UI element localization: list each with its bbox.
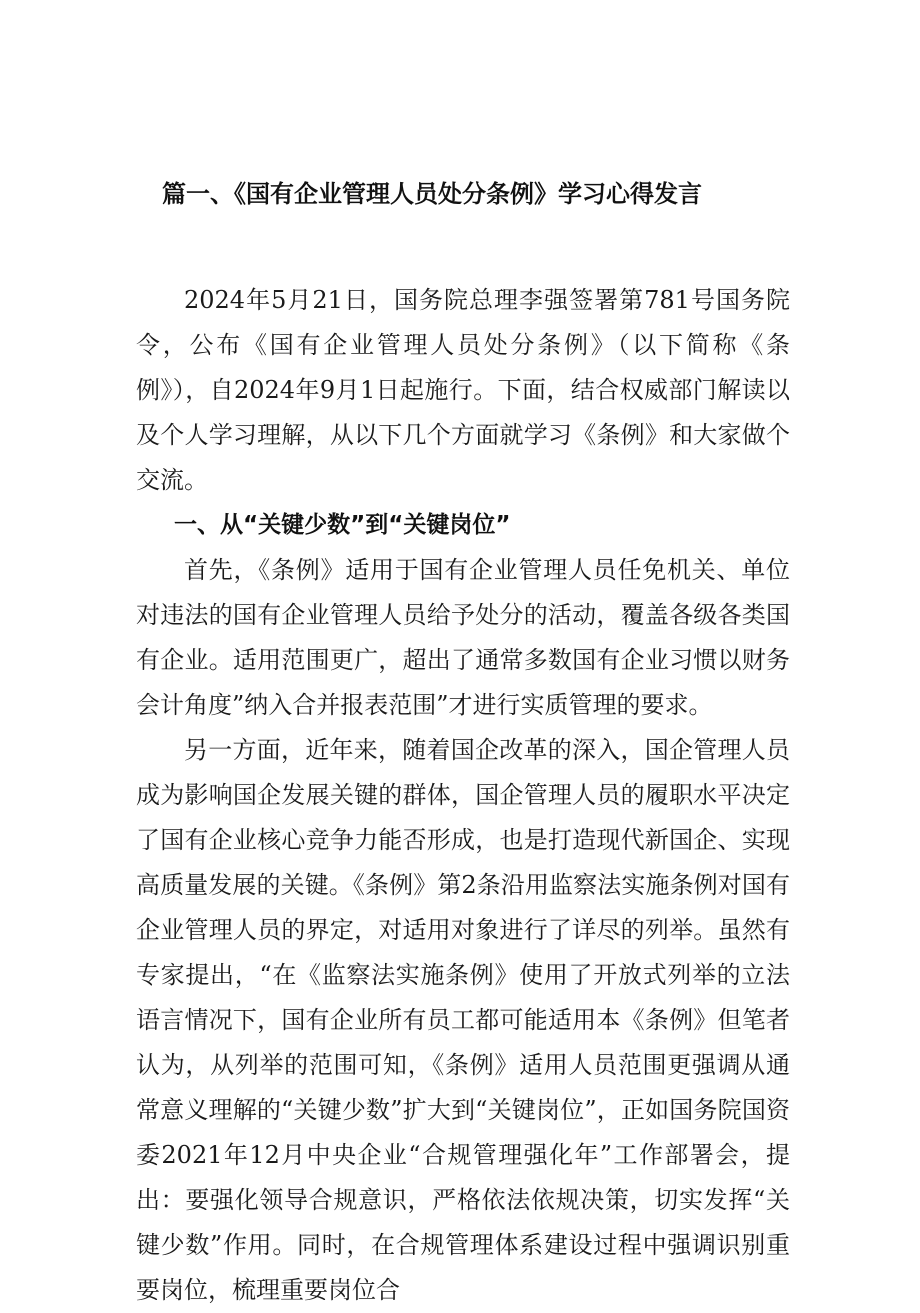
intro-paragraph: 2024年5月21日，国务院总理李强签署第781号国务院令，公布《国有企业管理人员处分条例》（以下简称《条例》），自2024年9月1日起施行。下面，结合权威部门解读以及个人学习理解，从以下几个方面就学习《条例》和大家做个交流。 [136,286,790,494]
section-paragraph: 首先，《条例》适用于国有企业管理人员任免机关、单位对违法的国有企业管理人员给予处分的活动，覆盖各级各类国有企业。适用范围更广，超出了通常多数国有企业习惯以财务会计角度”纳入合并报表范围”才进行实质管理的要求。 [136,556,790,719]
document-title: 篇一、《国有企业管理人员处分条例》学习心得发言 [162,180,702,208]
section-paragraph: 另一方面，近年来，随着国企改革的深入，国企管理人员成为影响国企发展关键的群体，国企管理人员的履职水平决定了国有企业核心竞争力能否形成，也是打造现代新国企、实现高质量发展的关键。《条例》第2条沿用监察法实施条例对国有企业管理人员的界定，对适用对象进行了详尽的列举。虽然有专家提出，“在《监察法实施条例》使用了开放式列举的立法语言情况下，国有企业所有员工都可能适用本《条例》但笔者认为，从列举的范围可知，《条例》适用人员范围更强调从通常意义理解的“关键少数”扩大到“关键岗位”，正如国务院国资委2021年12月中央企业“合规管理强化年”工作部署会，提出：要强化领导合规意识，严格依法依规决策，切实发挥“关键少数”作用。同时，在合规管理体系建设过程中强调识别重要岗位，梳理重要岗位合 [136,736,790,1304]
document-body [136,278,790,1313]
section-heading: 一、从“关键少数”到“关键岗位” [174,512,511,538]
